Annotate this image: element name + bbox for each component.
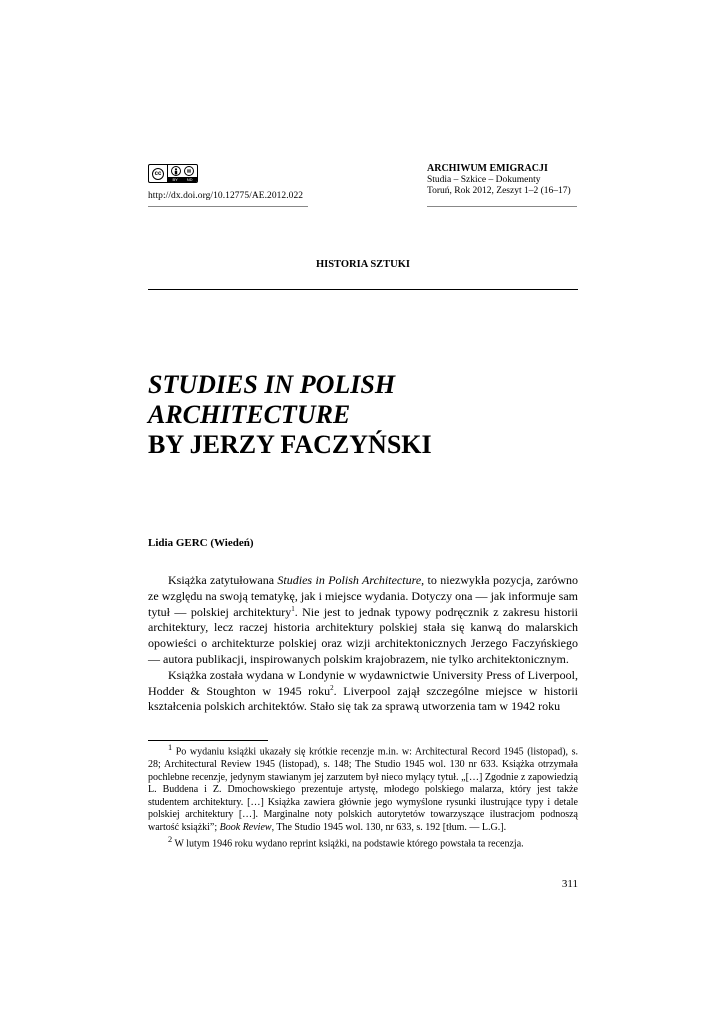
footnote-divider — [148, 740, 268, 741]
section-divider — [148, 289, 578, 290]
footnote-2: $^2$ W lutym 1946 roku wydano reprint książki, na podstawie którego powstała ta recenzja. — [168, 835, 524, 850]
doi-link[interactable]: http://dx.doi.org/10.12775/AE.2012.022 — [148, 191, 304, 201]
equals-icon — [184, 166, 194, 176]
creative-commons-by-nd-icon[interactable] — [148, 164, 198, 183]
paragraph-1: Książka zatytułowana Studies in Polish Architecture, to niezwykła pozycja, zarówno ze względu na swoją tematykę, jak i miejsce wydania. Dotyczy ona — jak informuje sam tytuł — polskiej architektury$^1$. Nie jest to jednak typowy podręcznik z zakresu historii architektury, lecz raczej historia architektury polskiej stała się kanwą do malarskich opowieści o architekturze polskiej oraz wizji architektonicznych Jerzego Faczyńskiego — autora publikacji, inspirowanych polskim krajobrazem, nie tylko architektonicznym. — [148, 573, 578, 666]
cc-nd-label: ND — [186, 177, 193, 182]
page-number: 311 — [561, 878, 578, 890]
footnote-ref-1[interactable]: 1 — [291, 604, 295, 613]
journal-info — [427, 163, 627, 198]
footnote-1: $^1$ Po wydaniu książki ukazały się krótkie recenzje m.in. w: Architectural Record 1945 (listopad), s. 28; Architectural Review 1945 (listopad), s. 148; The Studio 1945 wol. 130 nr 633. Książka otrzymała pochlebne recenzje, jedynym stawianym jej zarzutem był nieco mylący tytuł. „[…] Zgodnie z zapowiedzią L. Buddena i Z. Dmochowskiego prezentuje artystę, młodego polskiego malarza, który jest także studentem architektury. […] Książka zawiera głównie jego wymyślone rysunki ilustrujące typy i detale polskiej architektury […]. Marginalne noty polskich autorytetów towarzyszące ilustracjom podnoszą wartość książki”; Book Review, The Studio 1945 wol. 130, nr 633, s. 192 [tłum. — L.G.]. — [148, 743, 578, 833]
title-line-2: ARCHITECTURE — [148, 400, 351, 429]
author-byline: Lidia GERC (Wiedeń) — [148, 537, 254, 549]
book-title: Studies in Polish Architecture — [277, 573, 422, 587]
header-divider-left — [148, 206, 308, 207]
header-divider-right — [427, 206, 577, 207]
section-heading: HISTORIA SZTUKI — [315, 259, 411, 270]
journal-subtitle: Studia – Szkice – Dokumenty — [427, 174, 541, 185]
article-body — [148, 573, 578, 715]
footnotes — [148, 742, 578, 851]
journal-issue: Toruń, Rok 2012, Zeszyt 1–2 (16–17) — [427, 186, 571, 196]
article-title — [148, 370, 578, 460]
person-icon — [171, 166, 181, 176]
journal-title: ARCHIWUM EMIGRACJI — [427, 163, 548, 174]
cc-by-label: BY — [172, 177, 178, 182]
footnote-ref-2[interactable]: 2 — [330, 683, 334, 692]
title-line-1: STUDIES IN POLISH — [148, 370, 396, 399]
title-line-3: BY JERZY FACZYŃSKI — [148, 430, 432, 459]
cc-icon: cc — [152, 168, 164, 180]
paragraph-2: Książka została wydana w Londynie w wydawnictwie University Press of Liverpool, Hodder & Stoughton w 1945 roku$^2$. Liverpool zajął szczególne miejsce w historii kształcenia polskich architektów. Stało się tak za sprawą utworzenia tam w 1942 roku — [148, 667, 579, 714]
